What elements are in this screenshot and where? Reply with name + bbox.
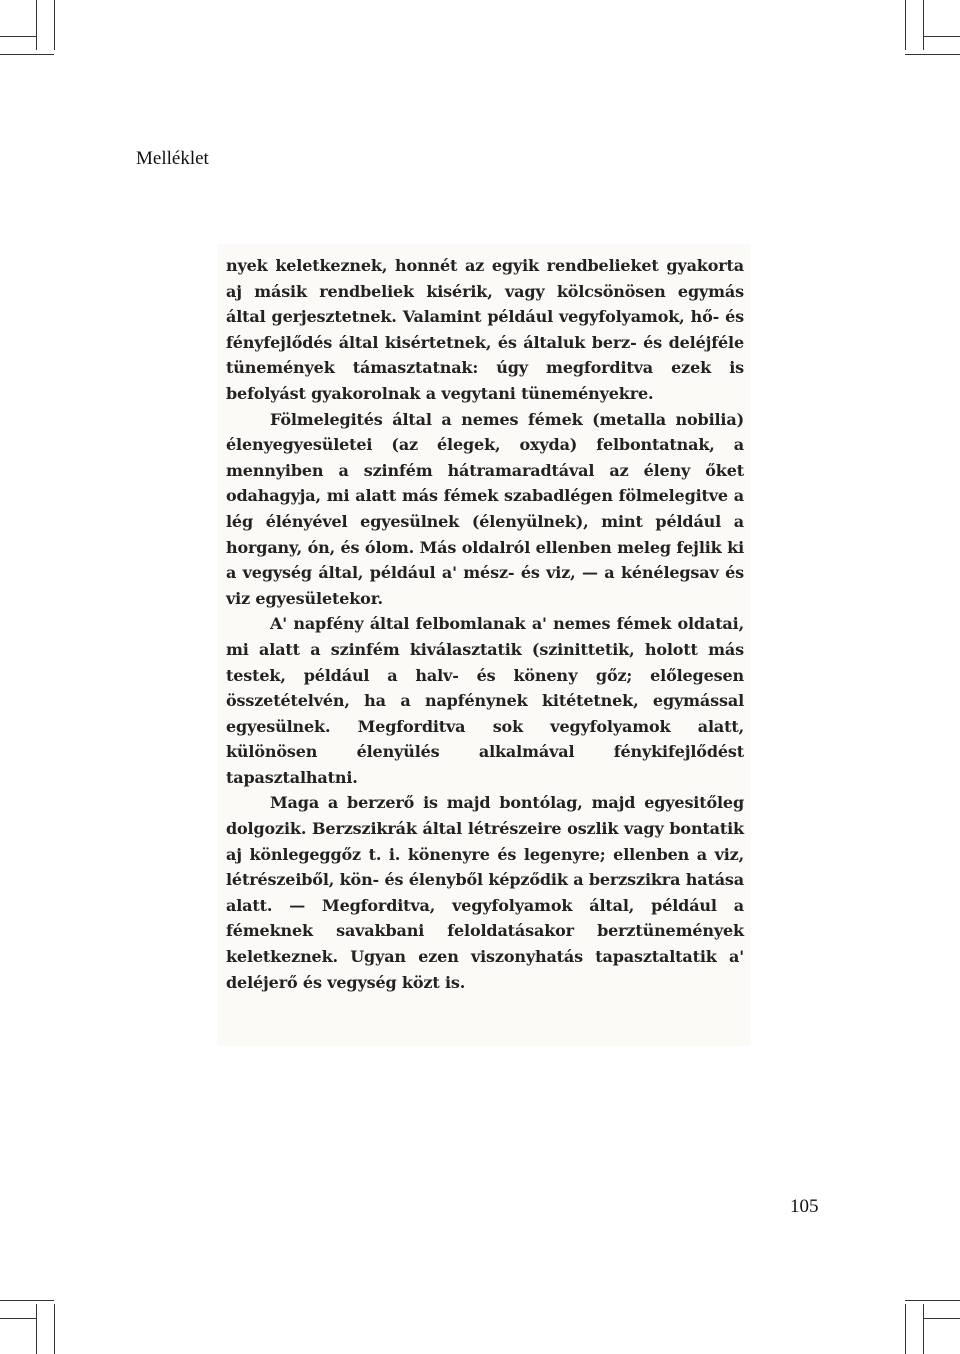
paragraph: A' napfény által felbomlanak a' nemes fémek oldatai, mi alatt a szinfém kiválasztatik (szinittetik, holott más testek, például a halv- és könenу gőz; előlegesen összetételvén, ha a napfénynek kitétetnek, egymással egyesülnek. Megforditva sok vegyfolyamok alatt, különösen élenyülés alkalmával fénykifejlődést tapasztalhatni. (226, 614, 744, 787)
scanned-page-image (218, 245, 750, 1045)
crop-mark (54, 1304, 55, 1354)
crop-mark (905, 54, 960, 55)
scanned-text-block (226, 253, 744, 995)
page-number: 105 (790, 1196, 819, 1217)
crop-mark (923, 1304, 924, 1354)
crop-mark (54, 0, 55, 50)
crop-mark (0, 54, 54, 55)
crop-mark (923, 0, 924, 50)
crop-mark (36, 1304, 37, 1354)
crop-mark (923, 36, 960, 37)
crop-mark (0, 1318, 36, 1319)
paragraph: Maga a berzerő is majd bontólag, majd egyesitőleg dolgozik. Berzszikrák által létrészeire oszlik vagy bontatik aj könlegeggőz t. i. könenyre és legenyre; ellenben a viz, létrészeiből, kön- és élenyből képződik a berzszikra hatása alatt. — Megforditva, vegyfolyamok által, például a fémeknek savakbani feloldatásakor berztünemények keletkeznek. Ugyan ezen viszonyhatás tapasztaltatik a' deléjerő és vegység közt is. (226, 793, 744, 992)
crop-mark (36, 0, 37, 50)
crop-mark (905, 0, 906, 50)
running-head: Melléklet (136, 148, 209, 169)
paragraph: Fölmelegités által a nemes fémek (metalla nobilia) élenyegyesületei (az élegek, oxyda) felbontatnak, a mennyiben a szinfém hátramaradtával az éleny őket odahagyja, mi alatt más fémek szabadlégen fölmelegitve a lég élényével egyesülnek (élenyülnek), mint például a horgany, ón, és ólom. Más oldalról ellenben meleg fejlik ki a vegység által, például a' mész- és viz, — a kénélegsav és viz egyesületekor. (226, 409, 744, 608)
crop-mark (905, 1300, 960, 1301)
crop-mark (0, 1300, 54, 1301)
crop-mark (905, 1304, 906, 1354)
crop-mark (0, 36, 36, 37)
crop-mark (923, 1318, 960, 1319)
paragraph: nyek keletkeznek, honnét az egyik rendbelieket gyakorta aj másik rendbeliek kisérik, vagy kölcsönösen egymás által gerjesztetnek. Valamint például vegyfolyamok, hő- és fényfejlődés által kisértetnek, és általuk berz- és deléjféle tünemények támasztatnak: úgy megforditva ezek is befolyást gyakorolnak a vegytani tüneményekre. (226, 256, 744, 403)
